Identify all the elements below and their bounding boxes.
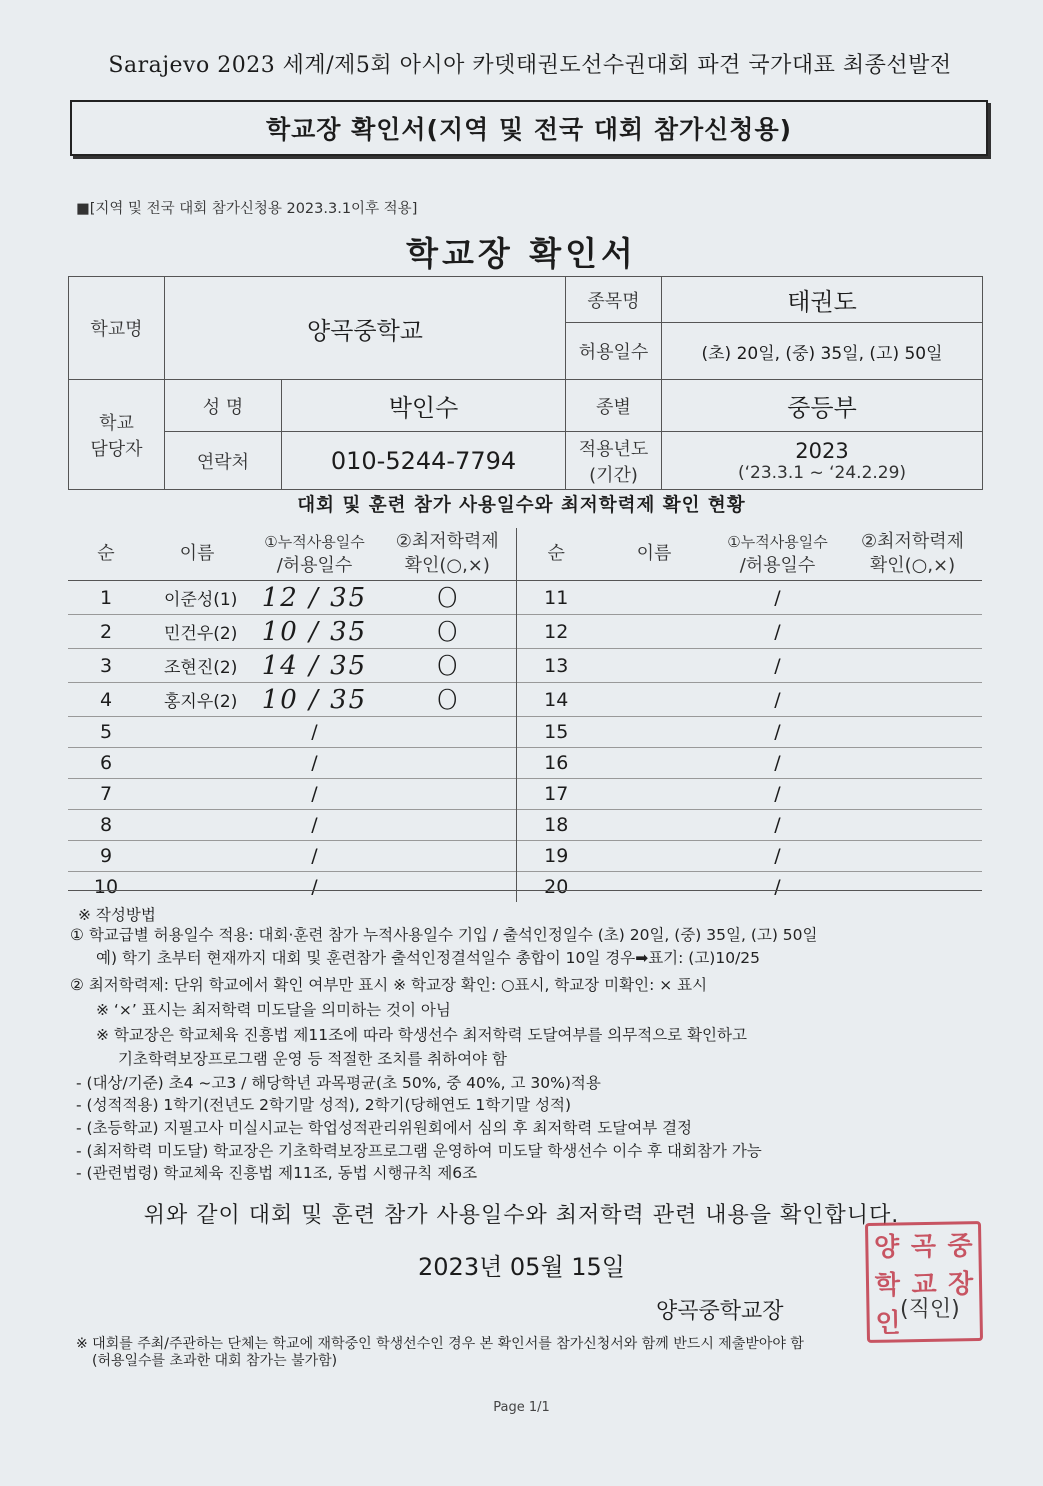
year-value: 2023 [795,438,849,463]
footer-note [76,1336,976,1370]
row-days: / [712,717,843,748]
header-acad-right-line2: 확인(○,×) [869,555,956,576]
header-name: 이름 [144,528,250,581]
row-name [596,717,712,748]
document-date: 2023년 05월 15일 [418,1253,625,1281]
row-days: / [250,872,379,903]
row-no: 4 [68,683,144,717]
row-check [843,779,982,810]
header-days-line1: ①누적사용일수 [264,533,365,551]
detail-3: - (초등학교) 지필고사 미실시교는 학업성적관리위원회에서 심의 후 최저학력 도달여부 결정 [76,1119,693,1137]
row-days: / [250,779,379,810]
row-name [144,748,250,779]
row-name: 조현진(2) [144,649,250,683]
detail-4: - (최저학력 미도달) 학교장은 기초학력보장프로그램 운영하여 미도달 학생선수 이수 후 대회참가 가능 [76,1142,762,1160]
document-header: 학교장 확인서(지역 및 전국 대회 참가신청용) [70,100,988,156]
seal-char: 학 [874,1269,901,1301]
status-title: 대회 및 훈련 참가 사용일수와 최저학력제 확인 현황 [297,495,746,516]
row-days: 12 / 35 [250,581,379,615]
row-days: / [712,649,843,683]
seal-char: 양 [873,1231,900,1263]
row-no: 11 [516,581,596,615]
row-check [379,872,516,903]
row-check [379,841,516,872]
school-value: 양곡중학교 [165,277,566,380]
row-no: 9 [68,841,144,872]
row-days: / [712,779,843,810]
allowed-days-value: (초) 20일, (중) 35일, (고) 50일 [662,323,983,380]
contact-label-line2: 담당자 [90,438,143,460]
notes-heading: ※ 작성방법 [78,906,156,924]
row-no: 7 [68,779,144,810]
header-acad-line2: 확인(○,×) [404,555,490,576]
division-label: 종별 [566,380,662,432]
period-value: (‘23.3.1 ~ ‘24.2.29) [737,462,907,483]
year-label [566,432,662,490]
contact-person-label [69,380,165,490]
row-no: 19 [516,841,596,872]
seal-char: 인 [875,1307,901,1339]
row-days: / [712,748,843,779]
year-label-line2: (기간) [589,464,638,486]
name-label: 성 명 [165,380,282,432]
row-check [843,841,982,872]
table-row [68,810,982,841]
row-days: / [250,717,379,748]
row-check [843,872,982,903]
header-days-right-line1: ①누적사용일수 [727,533,828,551]
principal-title: 양곡중학교장 [656,1299,784,1324]
row-check [843,810,982,841]
header-acad [379,528,516,581]
contact-label-line1: 학교 [99,412,134,434]
detail-1: - (대상/기준) 초4 ~고3 / 해당학년 과목평균(초 50%, 중 40%, 고 30%)적용 [76,1074,601,1092]
row-check: O [379,649,516,683]
row-name: 민건우(2) [144,615,250,649]
row-days: / [712,615,843,649]
row-check: O [379,615,516,649]
row-name [596,649,712,683]
note-2b: ※ 학교장은 학교체육 진흥법 제11조에 따라 학생선수 최저학력 도달여부를 의무적으로 확인하고 [96,1026,747,1044]
row-days: / [712,683,843,717]
row-no: 17 [516,779,596,810]
detail-5: - (관련법령) 학교체육 진흥법 제11조, 동법 시행규칙 제6조 [76,1164,478,1182]
header-name-right: 이름 [596,528,712,581]
row-check [379,717,516,748]
seal-char: 중 [947,1230,973,1262]
note-2c: 기초학력보장프로그램 운영 등 적절한 조치를 취하여야 함 [118,1050,507,1068]
row-name [596,683,712,717]
row-name [596,810,712,841]
note-2a: ※ ‘×’ 표시는 최저학력 미도달을 의미하는 것이 아님 [96,1001,451,1019]
official-seal [865,1221,983,1343]
row-no: 18 [516,810,596,841]
header-no: 순 [68,528,144,581]
row-days: / [250,810,379,841]
row-no: 15 [516,717,596,748]
row-name [596,748,712,779]
row-name [144,779,250,810]
row-name [596,872,712,903]
row-no: 5 [68,717,144,748]
form-title: 학교장 확인서 [406,234,637,273]
header-acad-line1: ②최저학력제 [395,531,499,552]
year-label-line1: 적용년도 [578,438,649,460]
footer-note-line1: ※ 대회를 주최/주관하는 단체는 학교에 재학중인 학생선수인 경우 본 확인서를 참가신청서와 함께 반드시 제출받아야 함 [76,1336,804,1352]
row-no: 1 [68,581,144,615]
row-name [144,841,250,872]
table-header-row [68,528,982,581]
phone-label: 연락처 [165,432,282,490]
row-name: 이준성(1) [144,581,250,615]
row-check [843,683,982,717]
row-check: O [379,683,516,717]
athlete-table [68,528,982,902]
row-name [596,581,712,615]
form-note: ■[지역 및 전국 대회 참가신청용 2023.3.1이후 적용] [76,201,418,217]
table-body [68,581,982,903]
header-no-right: 순 [516,528,596,581]
name-value: 박인수 [282,380,566,432]
seal-char: 교 [911,1269,937,1300]
row-name [596,841,712,872]
row-days: 10 / 35 [250,615,379,649]
footer-note-line2: (허용일수를 초과한 대회 참가는 불가함) [92,1353,338,1369]
row-no: 6 [68,748,144,779]
event-title: Sarajevo 2023 세계/제5회 아시아 카뎃태권도선수권대회 파견 국가대표 최종선발전 [108,53,952,78]
year-cell [662,432,983,490]
header-days-right [712,528,843,581]
note-2: ② 최저학력제: 단위 학교에서 확인 여부만 표시 ※ 학교장 확인: ○표시, 학교장 미확인: × 표시 [70,976,708,994]
table-row [68,581,982,615]
row-check [843,748,982,779]
row-name [144,872,250,903]
row-days: / [712,841,843,872]
row-days: / [250,748,379,779]
row-no: 2 [68,615,144,649]
row-days: 14 / 35 [250,649,379,683]
row-check [843,717,982,748]
row-days: / [250,841,379,872]
division-value: 중등부 [662,380,983,432]
row-days: / [712,810,843,841]
seal-char: 장 [947,1268,974,1300]
row-name [144,810,250,841]
row-days: / [712,872,843,903]
school-info-table [68,276,983,490]
confirmation-statement: 위와 같이 대회 및 훈련 참가 사용일수와 최저학력 관련 내용을 확인합니다. [143,1203,900,1228]
row-days: 10 / 35 [250,683,379,717]
row-no: 16 [516,748,596,779]
row-no: 20 [516,872,596,903]
header-days [250,528,379,581]
allowed-days-label: 허용일수 [566,323,662,380]
table-row [68,748,982,779]
table-row [68,717,982,748]
header-acad-right-line1: ②최저학력제 [860,531,965,552]
detail-2: - (성적적용) 1학기(전년도 2학기말 성적), 2학기(당해연도 1학기말 성적) [76,1096,572,1114]
table-row [68,683,982,717]
row-name [596,779,712,810]
row-check [379,748,516,779]
table-row [68,872,982,903]
row-days: / [712,581,843,615]
row-check [379,810,516,841]
phone-value: 010-5244-7794 [282,432,566,490]
sport-label: 종목명 [566,277,662,323]
table-row [68,841,982,872]
school-label: 학교명 [69,277,165,380]
header-days-right-line2: /허용일수 [739,555,816,576]
table-row [68,649,982,683]
page-number: Page 1/1 [493,1400,550,1415]
row-no: 3 [68,649,144,683]
note-1: ① 학교급별 허용일수 적용: 대회·훈련 참가 누적사용일수 기입 / 출석인정일수 (초) 20일, (중) 35일, (고) 50일 [70,926,818,944]
row-check [843,581,982,615]
row-check [843,615,982,649]
header-days-line2: /허용일수 [276,555,353,576]
row-name [144,717,250,748]
row-no: 10 [68,872,144,903]
row-name: 홍지우(2) [144,683,250,717]
row-no: 8 [68,810,144,841]
row-name [596,615,712,649]
table-row [68,615,982,649]
header-acad-right [843,528,982,581]
row-check [843,649,982,683]
row-no: 13 [516,649,596,683]
table-bottom-rule [68,890,982,891]
seal-mark-text: (직인) [900,1297,960,1322]
row-no: 12 [516,615,596,649]
table-row [68,779,982,810]
sport-value: 태권도 [662,277,983,323]
row-check [379,779,516,810]
row-no: 14 [516,683,596,717]
row-check: O [379,581,516,615]
note-1-example: 예) 학기 초부터 현재까지 대회 및 훈련참가 출석인정결석일수 총합이 10일 경우➡표기: (고)10/25 [96,949,761,967]
seal-char: 곡 [910,1231,937,1262]
